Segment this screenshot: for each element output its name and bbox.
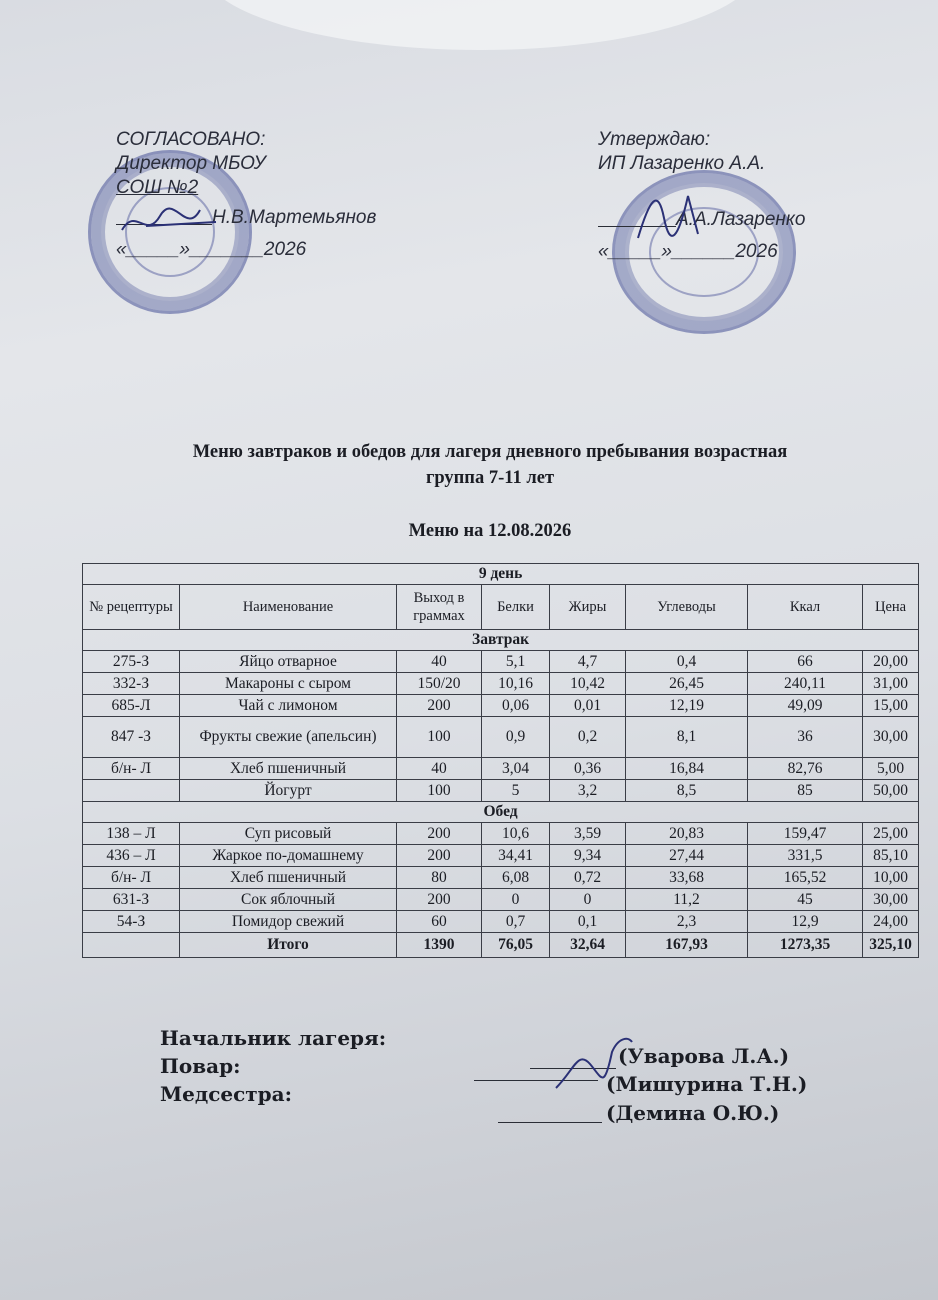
cell-recipe: 138 – Л [83, 823, 180, 845]
cell-protein: 10,6 [482, 823, 550, 845]
cell-name: Йогурт [180, 780, 397, 802]
cell-kcal: 331,5 [748, 845, 863, 867]
cell-name: Чай с лимоном [180, 695, 397, 717]
name-camp-head: (Уварова Л.А.) [618, 1044, 790, 1068]
table-row [83, 867, 919, 889]
header-protein: Белки [482, 585, 550, 630]
section-header: Обед [83, 802, 919, 823]
total-row [83, 933, 919, 958]
cell-fat: 10,42 [550, 673, 626, 695]
approval-left-signature [116, 196, 226, 246]
cell-price: 85,10 [863, 845, 919, 867]
cell-price: 20,00 [863, 651, 919, 673]
cell-price: 15,00 [863, 695, 919, 717]
cell-yield: 150/20 [397, 673, 482, 695]
cell-fat: 0,72 [550, 867, 626, 889]
cell-fat: 4,7 [550, 651, 626, 673]
approval-left-line1: Директор МБОУ [116, 153, 266, 174]
cell-carbs: 26,45 [626, 673, 748, 695]
table-row [83, 758, 919, 780]
total-carbs: 167,93 [626, 933, 748, 958]
cell-name: Сок яблочный [180, 889, 397, 911]
cell-kcal: 49,09 [748, 695, 863, 717]
cell-recipe: 685-Л [83, 695, 180, 717]
cell-protein: 3,04 [482, 758, 550, 780]
cell-recipe: 847 -З [83, 717, 180, 758]
cell-kcal: 165,52 [748, 867, 863, 889]
total-kcal: 1273,35 [748, 933, 863, 958]
header-recipe: № рецептуры [83, 585, 180, 630]
name-nurse: (Демина О.Ю.) [606, 1101, 780, 1125]
approval-right-heading: Утверждаю: [598, 129, 711, 150]
role-nurse: Медсестра: [160, 1082, 292, 1106]
menu-table [82, 563, 919, 958]
cell-carbs: 33,68 [626, 867, 748, 889]
section-header: Завтрак [83, 630, 919, 651]
cell-name: Помидор свежий [180, 911, 397, 933]
cell-protein: 10,16 [482, 673, 550, 695]
menu-date: Меню на 12.08.2026 [408, 521, 572, 541]
cell-yield: 100 [397, 780, 482, 802]
table-row [83, 845, 919, 867]
cell-protein: 0,06 [482, 695, 550, 717]
cell-yield: 100 [397, 717, 482, 758]
cell-protein: 6,08 [482, 867, 550, 889]
cell-name: Жаркое по-домашнему [180, 845, 397, 867]
document-title-line2: группа 7-11 лет [425, 468, 555, 488]
cell-kcal: 85 [748, 780, 863, 802]
header-kcal: Ккал [748, 585, 863, 630]
cell-fat: 3,59 [550, 823, 626, 845]
cell-protein: 34,41 [482, 845, 550, 867]
approval-right-signature [628, 178, 718, 248]
total-price: 325,10 [863, 933, 919, 958]
cell-yield: 200 [397, 889, 482, 911]
cell-name: Яйцо отварное [180, 651, 397, 673]
role-camp-head: Начальник лагеря: [160, 1026, 387, 1050]
cell-yield: 40 [397, 758, 482, 780]
total-protein: 76,05 [482, 933, 550, 958]
cell-carbs: 12,19 [626, 695, 748, 717]
role-cook: Повар: [160, 1054, 241, 1078]
cell-recipe [83, 933, 180, 958]
cell-protein: 0,9 [482, 717, 550, 758]
cell-fat: 0,1 [550, 911, 626, 933]
cell-kcal: 45 [748, 889, 863, 911]
approval-left-line2: СОШ №2 [116, 177, 199, 198]
light-glare [200, 0, 760, 50]
sign-line-nurse [498, 1122, 602, 1123]
cell-carbs: 8,5 [626, 780, 748, 802]
header-name: Наименование [180, 585, 397, 630]
cell-recipe: б/н- Л [83, 758, 180, 780]
header-price: Цена [863, 585, 919, 630]
cell-kcal: 66 [748, 651, 863, 673]
cell-recipe: б/н- Л [83, 867, 180, 889]
table-row [83, 651, 919, 673]
name-cook: (Мишурина Т.Н.) [606, 1072, 808, 1096]
day-label: 9 день [83, 564, 919, 585]
cell-name: Суп рисовый [180, 823, 397, 845]
cell-fat: 0,36 [550, 758, 626, 780]
cell-kcal: 12,9 [748, 911, 863, 933]
cell-yield: 60 [397, 911, 482, 933]
total-yield: 1390 [397, 933, 482, 958]
cell-kcal: 240,11 [748, 673, 863, 695]
cell-price: 31,00 [863, 673, 919, 695]
cell-price: 5,00 [863, 758, 919, 780]
cell-yield: 200 [397, 823, 482, 845]
cell-price: 25,00 [863, 823, 919, 845]
cell-recipe [83, 780, 180, 802]
cell-carbs: 16,84 [626, 758, 748, 780]
cell-kcal: 36 [748, 717, 863, 758]
cell-carbs: 11,2 [626, 889, 748, 911]
cell-yield: 200 [397, 845, 482, 867]
cell-price: 30,00 [863, 889, 919, 911]
table-row [83, 911, 919, 933]
cell-protein: 0,7 [482, 911, 550, 933]
cell-yield: 80 [397, 867, 482, 889]
table-row [83, 673, 919, 695]
cell-price: 24,00 [863, 911, 919, 933]
header-fat: Жиры [550, 585, 626, 630]
cell-protein: 5,1 [482, 651, 550, 673]
header-carbs: Углеводы [626, 585, 748, 630]
approval-right-line1: ИП Лазаренко А.А. [598, 153, 766, 174]
cell-fat: 0 [550, 889, 626, 911]
approval-right-name: А.А.Лазаренко [676, 209, 806, 230]
cell-price: 50,00 [863, 780, 919, 802]
cell-carbs: 8,1 [626, 717, 748, 758]
cell-carbs: 27,44 [626, 845, 748, 867]
cell-recipe: 436 – Л [83, 845, 180, 867]
cell-kcal: 159,47 [748, 823, 863, 845]
cell-kcal: 82,76 [748, 758, 863, 780]
cell-fat: 0,2 [550, 717, 626, 758]
cell-price: 10,00 [863, 867, 919, 889]
cell-name: Хлеб пшеничный [180, 758, 397, 780]
cell-price: 30,00 [863, 717, 919, 758]
table-row [83, 780, 919, 802]
table-row [83, 717, 919, 758]
cell-yield: 40 [397, 651, 482, 673]
table-header-row [83, 585, 919, 630]
total-label: Итого [180, 933, 397, 958]
table-row [83, 889, 919, 911]
total-fat: 32,64 [550, 933, 626, 958]
header-yield: Выход в граммах [397, 585, 482, 630]
table-row [83, 823, 919, 845]
cell-carbs: 20,83 [626, 823, 748, 845]
cell-fat: 3,2 [550, 780, 626, 802]
cell-name: Хлеб пшеничный [180, 867, 397, 889]
approval-right-date: «_____»______2026 [598, 241, 778, 262]
cell-carbs: 2,3 [626, 911, 748, 933]
table-row [83, 695, 919, 717]
approval-left-heading: СОГЛАСОВАНО: [116, 129, 266, 150]
cell-fat: 0,01 [550, 695, 626, 717]
cell-recipe: 332-З [83, 673, 180, 695]
cell-recipe: 631-З [83, 889, 180, 911]
cell-recipe: 54-З [83, 911, 180, 933]
approval-left-date: «_____»_______2026 [116, 239, 307, 260]
cell-name: Макароны с сыром [180, 673, 397, 695]
cell-protein: 5 [482, 780, 550, 802]
cell-recipe: 275-З [83, 651, 180, 673]
approval-left-name: Н.В.Мартемьянов [212, 207, 377, 228]
cell-protein: 0 [482, 889, 550, 911]
cell-name: Фрукты свежие (апельсин) [180, 717, 397, 758]
document-title-line1: Меню завтраков и обедов для лагеря дневного пребывания возрастная [192, 442, 788, 462]
cell-carbs: 0,4 [626, 651, 748, 673]
cell-yield: 200 [397, 695, 482, 717]
cell-fat: 9,34 [550, 845, 626, 867]
